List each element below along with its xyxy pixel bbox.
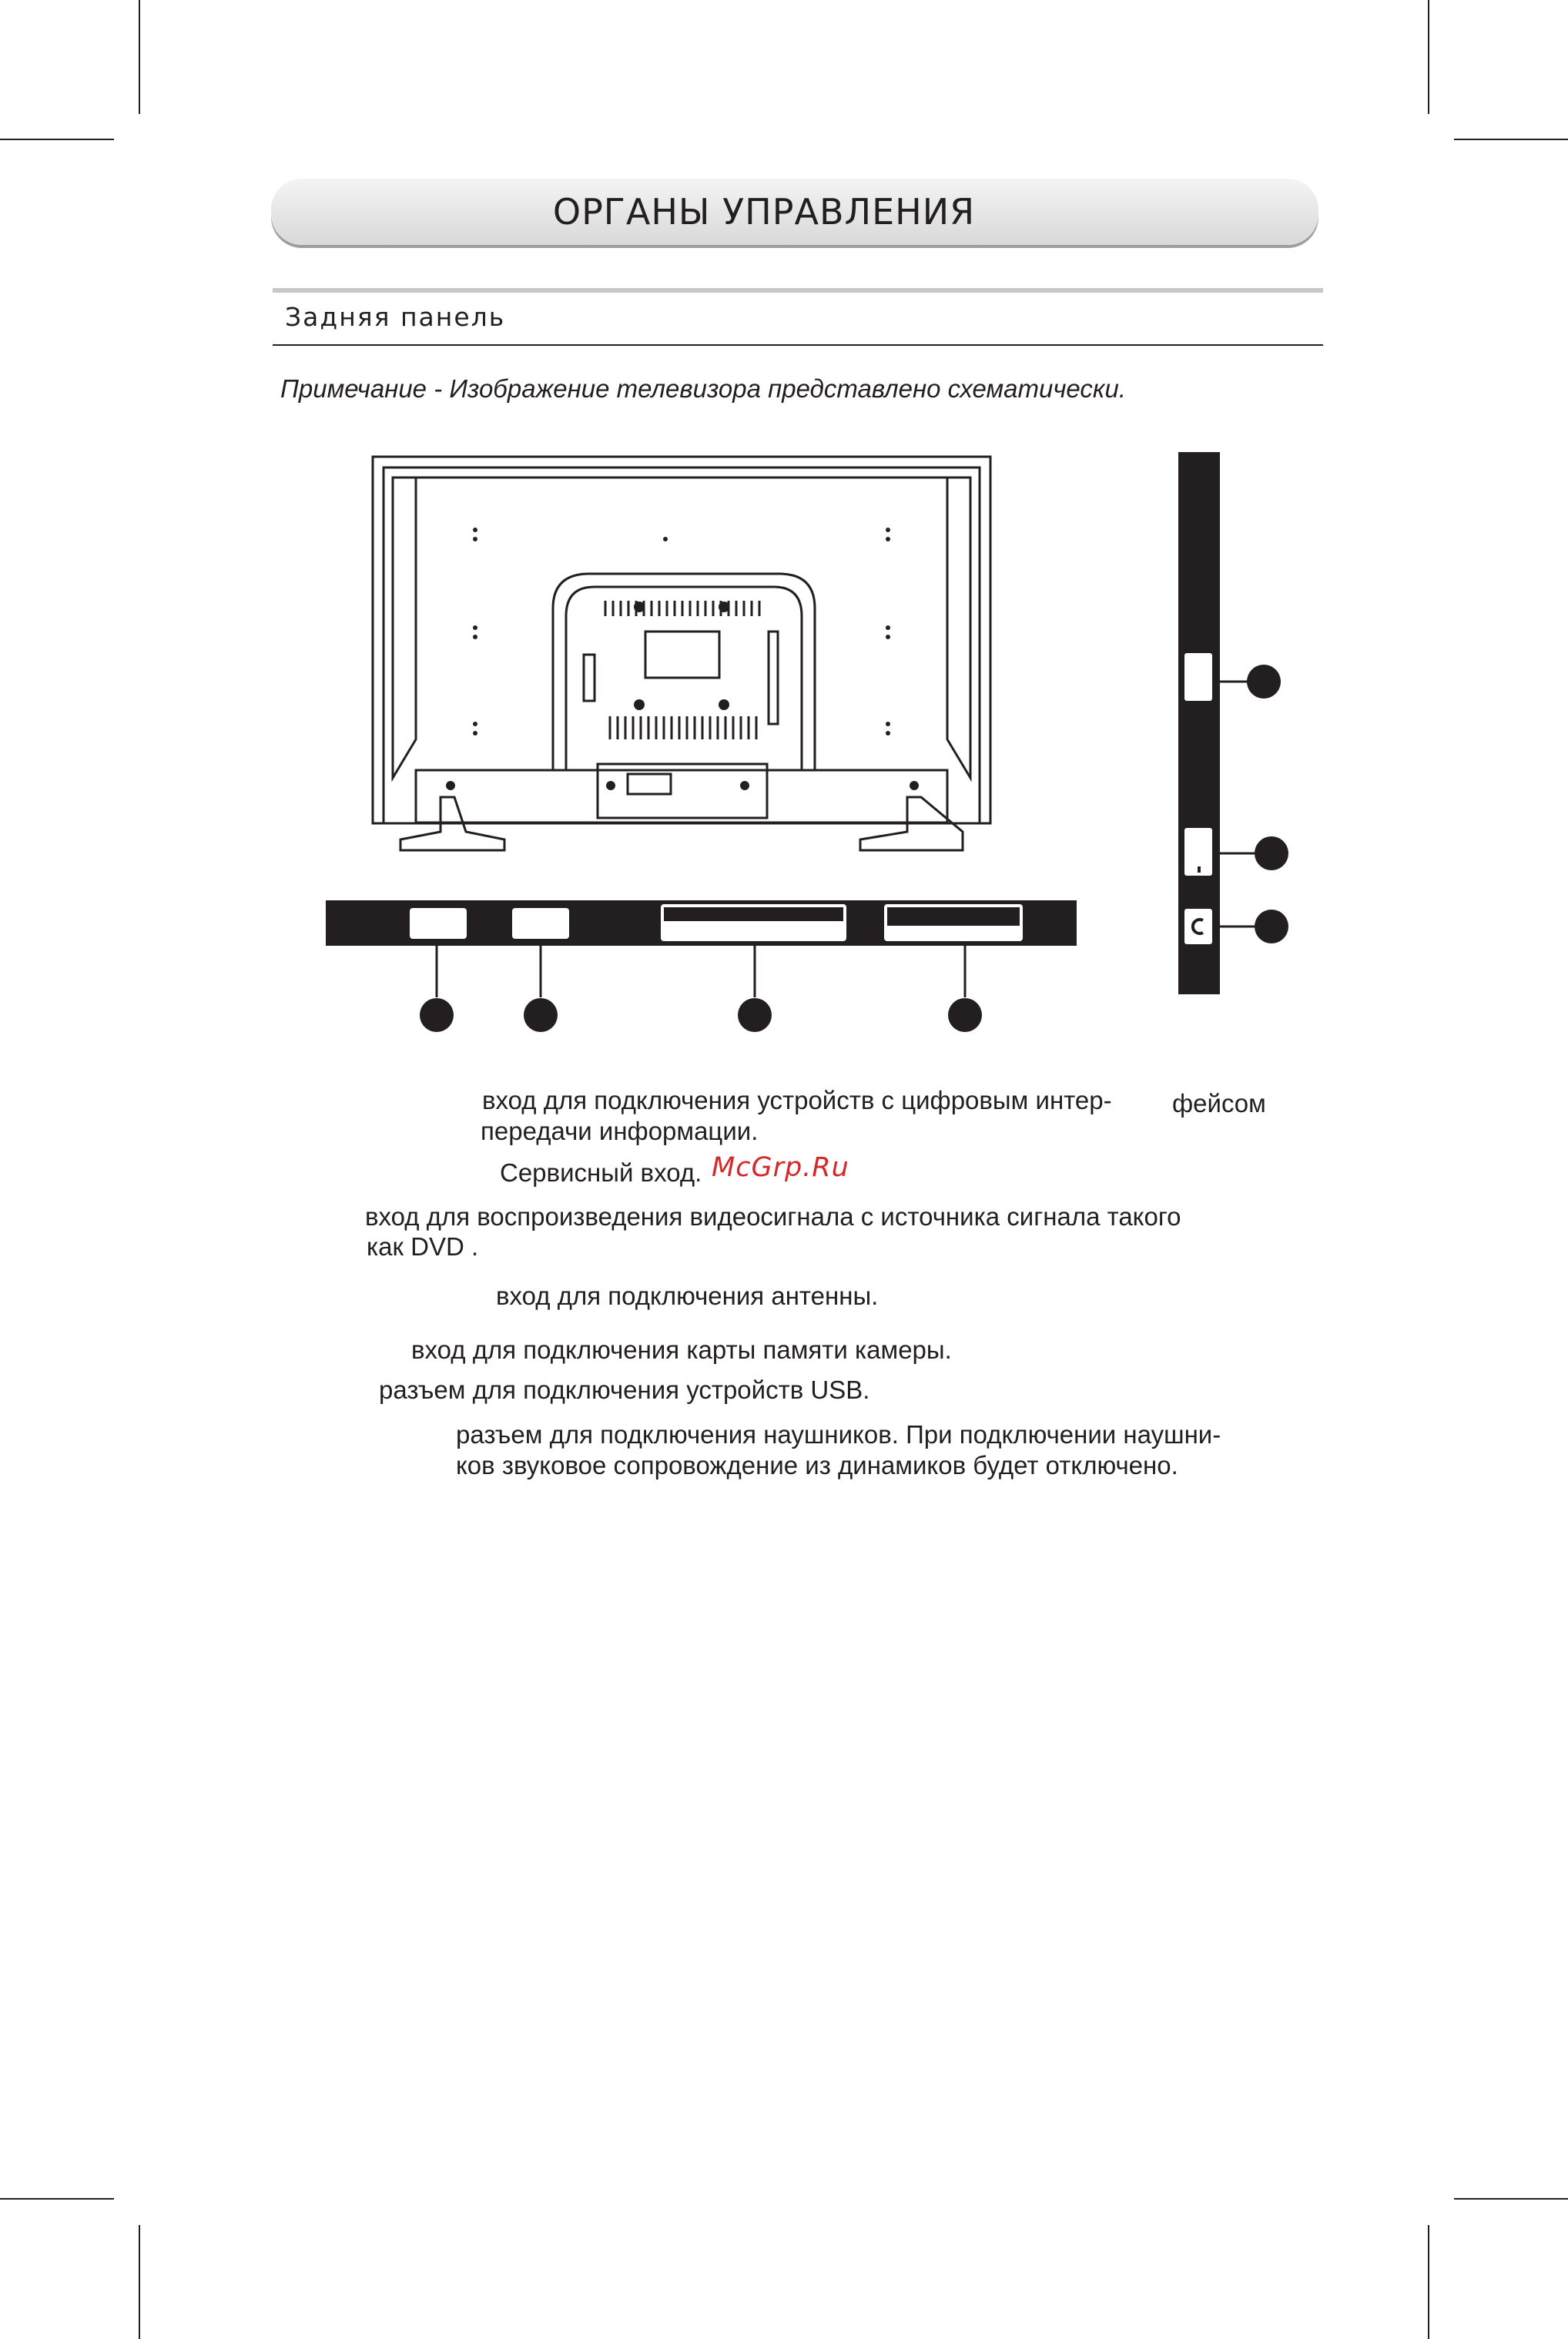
- desc-antenna: вход для подключения антенны.: [496, 1282, 879, 1310]
- page-title: ОРГАНЫ УПРАВЛЕНИЯ: [552, 191, 976, 233]
- crop-mark-bottom-right-v: [1428, 2225, 1429, 2339]
- crop-mark-bottom-left-v: [139, 2225, 140, 2339]
- crop-mark-bottom-left-h: [0, 2198, 114, 2200]
- desc-video-line2: как DVD .: [367, 1232, 479, 1261]
- desc-card: вход для подключения карты памяти камеры.: [411, 1335, 952, 1364]
- section-note: Примечание - Изображение телевизора представлено схематически.: [280, 374, 1126, 403]
- desc-headphones-line1: разъем для подключения наушников. При подключении наушни-: [456, 1420, 1221, 1449]
- tv-rear-diagram: [0, 0, 1568, 1078]
- section-title: Задняя панель: [285, 302, 506, 332]
- desc-usb: разъем для подключения устройств USB.: [379, 1376, 870, 1404]
- desc-hdmi-line1: вход для подключения устройств с цифровым интер-: [482, 1086, 1112, 1114]
- desc-service: Сервисный вход.: [500, 1158, 702, 1187]
- desc-hdmi-line1-tail: фейсом: [1172, 1089, 1266, 1118]
- desc-headphones-line2: ков звуковое сопровождение из динамиков будет отключено.: [456, 1451, 1178, 1479]
- watermark: McGrp.Ru: [712, 1152, 849, 1183]
- desc-hdmi-line2: передачи информации.: [481, 1117, 759, 1145]
- crop-mark-bottom-right-h: [1454, 2198, 1568, 2200]
- desc-video-line1: вход для воспроизведения видеосигнала с источника сигнала такого: [365, 1202, 1181, 1231]
